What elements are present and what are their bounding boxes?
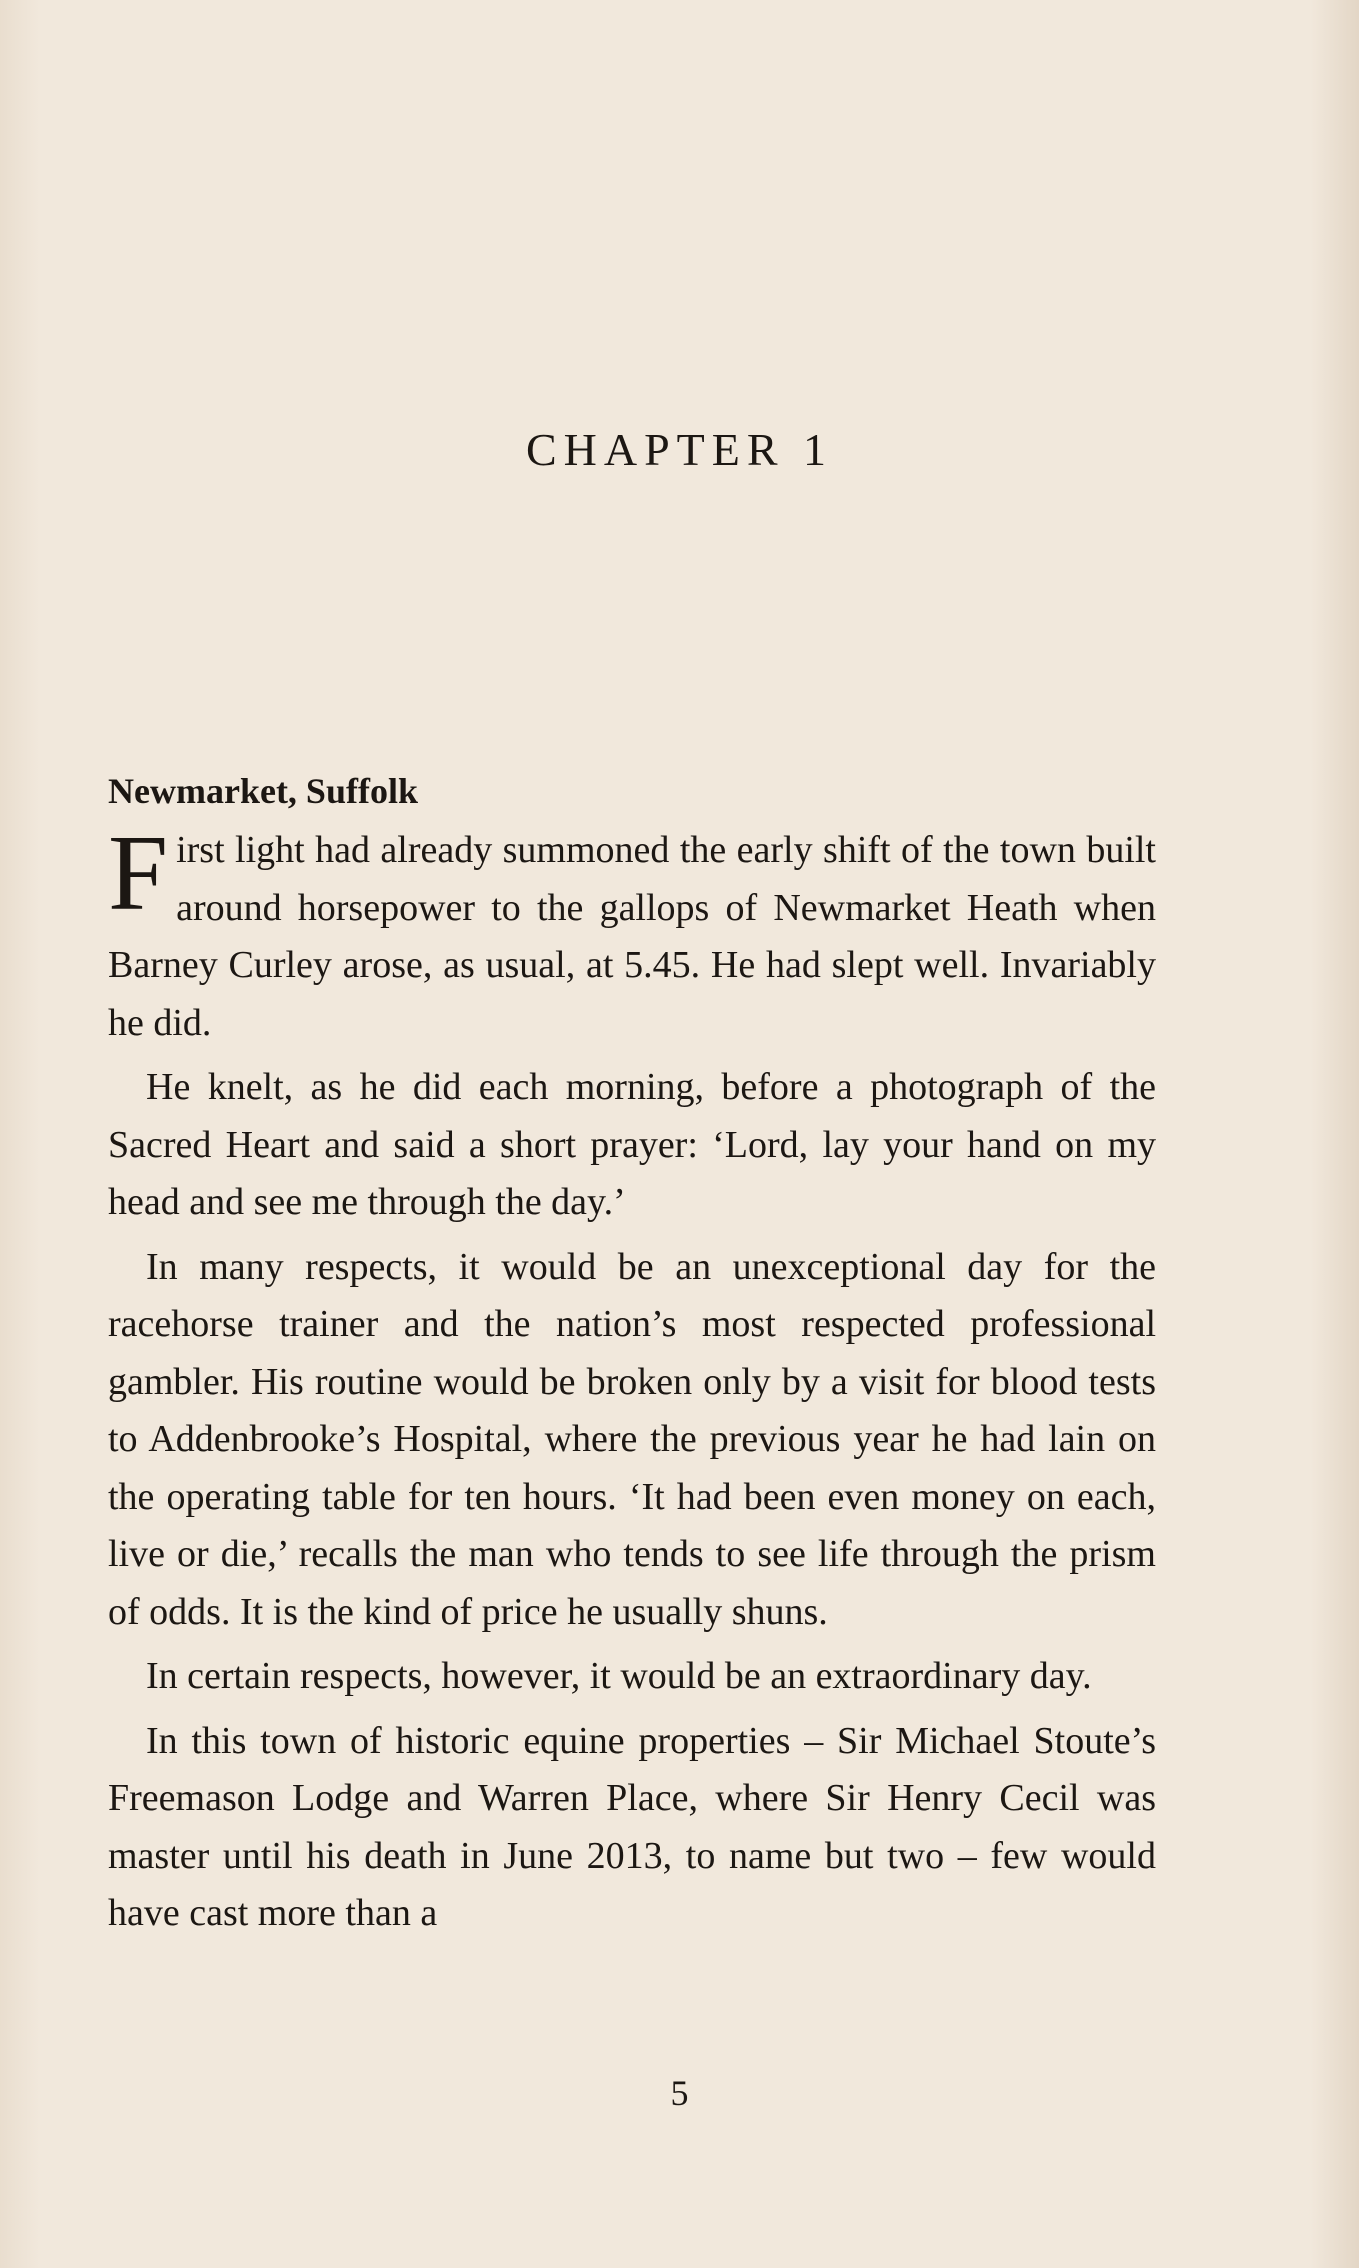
page-number: 5	[670, 2073, 689, 2113]
paragraph-4: In certain respects, however, it would be an extraordinary day.	[146, 1655, 1092, 1697]
paragraph-2: He knelt, as he did each morning, before a photograph of the Sacred Heart and said a short prayer: ‘Lord, lay your hand on my head and see me through the day.’	[108, 1066, 1156, 1223]
paragraph-1-text: irst light had already summoned the early shift of the town built around horsepower to the gallops of Newmarket Heath when Barney Curley arose, as usual, at 5.45. He had slept well. Invariably he did.	[108, 829, 1156, 1044]
body-text	[108, 814, 1156, 1950]
section-heading: Newmarket, Suffolk	[108, 770, 418, 811]
chapter-heading: CHAPTER 1	[525, 423, 834, 475]
paragraph-5: In this town of historic equine properties – Sir Michael Stoute’s Freemason Lodge and Warren Place, where Sir Henry Cecil was master until his death in June 2013, to name but two – few would have cast more than a	[108, 1719, 1156, 1934]
paragraph-3: In many respects, it would be an unexceptional day for the racehorse trainer and the nation’s most respected professional gambler. His routine would be broken only by a visit for blood tests to Addenbrooke’s Hospital, where the previous year he had lain on the operating table for ten hours. ‘It had been even money on each, live or die,’ recalls the man who tends to see life through the prism of odds. It is the kind of price he usually shuns.	[108, 1245, 1156, 1633]
drop-cap: F	[108, 814, 169, 933]
paragraph-1	[108, 814, 1156, 1052]
